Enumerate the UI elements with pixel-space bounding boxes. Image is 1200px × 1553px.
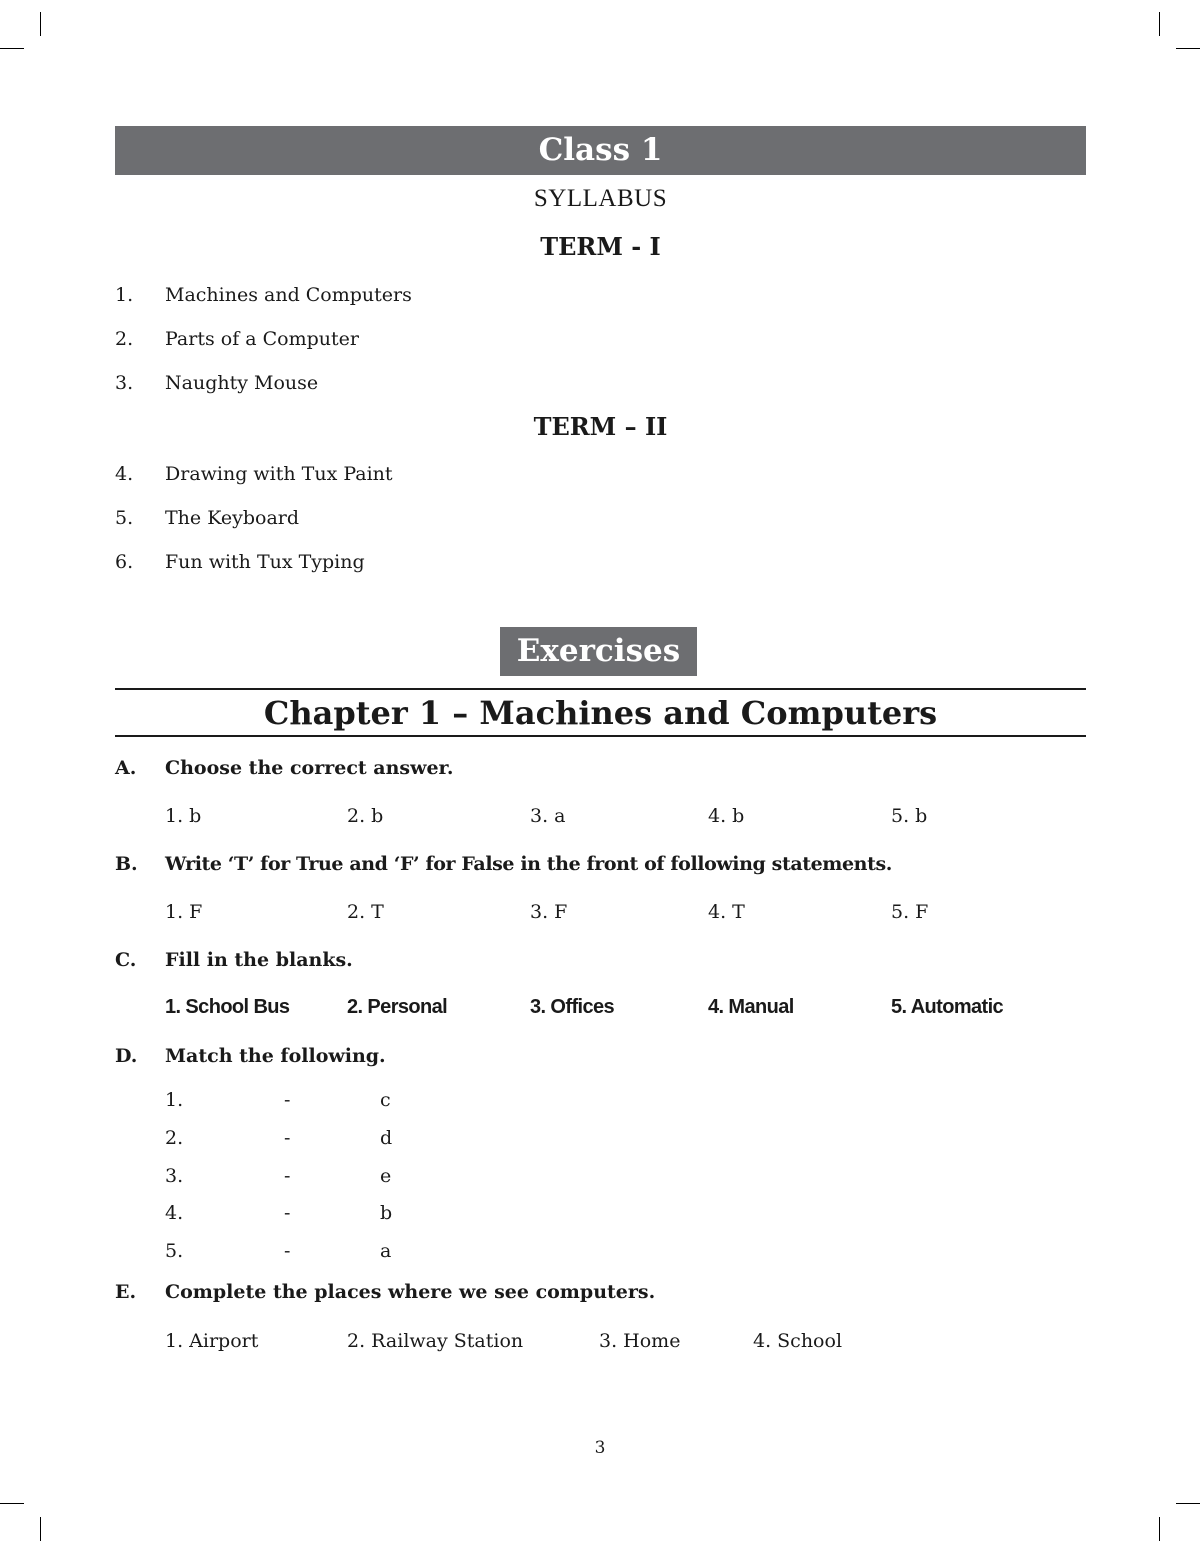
term-1-item-1: Machines and Computers <box>165 284 412 306</box>
term-2-item-6: Fun with Tux Typing <box>165 551 365 573</box>
section-c-answer-2: 2. Personal <box>347 996 448 1018</box>
chapter-title: Chapter 1 – Machines and Computers <box>263 694 938 732</box>
term-2-heading: TERM – II <box>533 412 668 441</box>
term-1-item-2: Parts of a Computer <box>165 328 359 350</box>
crop-mark-top-right-v <box>1159 12 1160 36</box>
section-e-answer-2: 2. Railway Station <box>347 1330 524 1352</box>
section-a-answer-1: 1. b <box>165 805 202 827</box>
section-b-letter: B. <box>115 853 138 875</box>
match-3-dash: - <box>284 1165 291 1187</box>
section-b-title: Write ‘T’ for True and ‘F’ for False in the front of following statements. <box>165 853 892 875</box>
section-a-answer-3: 3. a <box>530 805 566 827</box>
section-e-title: Complete the places where we see computers. <box>165 1281 656 1303</box>
class-banner: Class 1 <box>115 126 1086 175</box>
match-1-dash: - <box>284 1089 291 1111</box>
term-1-item-3: Naughty Mouse <box>165 372 319 394</box>
term-2-item-6-num: 6. <box>115 551 134 573</box>
match-4-num: 4. <box>165 1202 184 1224</box>
chapter-bottom-rule <box>115 735 1086 737</box>
section-e-answer-4: 4. School <box>753 1330 843 1352</box>
section-e-letter: E. <box>115 1281 137 1303</box>
match-3-num: 3. <box>165 1165 184 1187</box>
term-1-heading: TERM - I <box>540 232 661 261</box>
match-2-num: 2. <box>165 1127 184 1149</box>
crop-mark-bottom-left-v <box>40 1517 41 1541</box>
section-a-letter: A. <box>115 757 137 779</box>
term-1-item-2-num: 2. <box>115 328 134 350</box>
section-c-answer-3: 3. Offices <box>530 996 615 1018</box>
crop-mark-top-left-v <box>40 12 41 36</box>
section-b-answer-2: 2. T <box>347 901 384 923</box>
match-4-dash: - <box>284 1202 291 1224</box>
match-5-num: 5. <box>165 1240 184 1262</box>
section-d-letter: D. <box>115 1045 138 1067</box>
section-d-title: Match the following. <box>165 1045 386 1067</box>
term-1-item-1-num: 1. <box>115 284 134 306</box>
section-a-answer-5: 5. b <box>891 805 928 827</box>
term-2-item-5: The Keyboard <box>165 507 300 529</box>
section-c-answer-4: 4. Manual <box>708 996 794 1018</box>
section-a-answer-4: 4. b <box>708 805 745 827</box>
section-c-letter: C. <box>115 949 137 971</box>
crop-mark-top-left-h <box>0 48 24 49</box>
crop-mark-bottom-right-v <box>1159 1517 1160 1541</box>
term-2-item-4: Drawing with Tux Paint <box>165 463 393 485</box>
section-b-answer-3: 3. F <box>530 901 568 923</box>
section-a-title: Choose the correct answer. <box>165 757 454 779</box>
section-c-answer-5: 5. Automatic <box>891 996 1004 1018</box>
match-5-dash: - <box>284 1240 291 1262</box>
section-e-answer-1: 1. Airport <box>165 1330 259 1352</box>
crop-mark-top-right-h <box>1176 48 1200 49</box>
section-b-answer-1: 1. F <box>165 901 203 923</box>
match-3-answer: e <box>380 1165 392 1187</box>
match-2-answer: d <box>380 1127 393 1149</box>
section-c-answer-1: 1. School Bus <box>165 996 290 1018</box>
match-2-dash: - <box>284 1127 291 1149</box>
page-number: 3 <box>594 1438 606 1458</box>
section-a-answer-2: 2. b <box>347 805 384 827</box>
exercises-heading: Exercises <box>500 627 697 676</box>
section-c-title: Fill in the blanks. <box>165 949 353 971</box>
match-1-num: 1. <box>165 1089 184 1111</box>
crop-mark-bottom-right-h <box>1176 1503 1200 1504</box>
match-1-answer: c <box>380 1089 391 1111</box>
match-4-answer: b <box>380 1202 393 1224</box>
match-5-answer: a <box>380 1240 392 1262</box>
crop-mark-bottom-left-h <box>0 1503 24 1504</box>
section-b-answer-4: 4. T <box>708 901 745 923</box>
section-e-answer-3: 3. Home <box>599 1330 681 1352</box>
syllabus-heading: SYLLABUS <box>533 185 668 212</box>
chapter-top-rule <box>115 688 1086 690</box>
term-2-item-4-num: 4. <box>115 463 134 485</box>
term-2-item-5-num: 5. <box>115 507 134 529</box>
section-b-answer-5: 5. F <box>891 901 929 923</box>
term-1-item-3-num: 3. <box>115 372 134 394</box>
